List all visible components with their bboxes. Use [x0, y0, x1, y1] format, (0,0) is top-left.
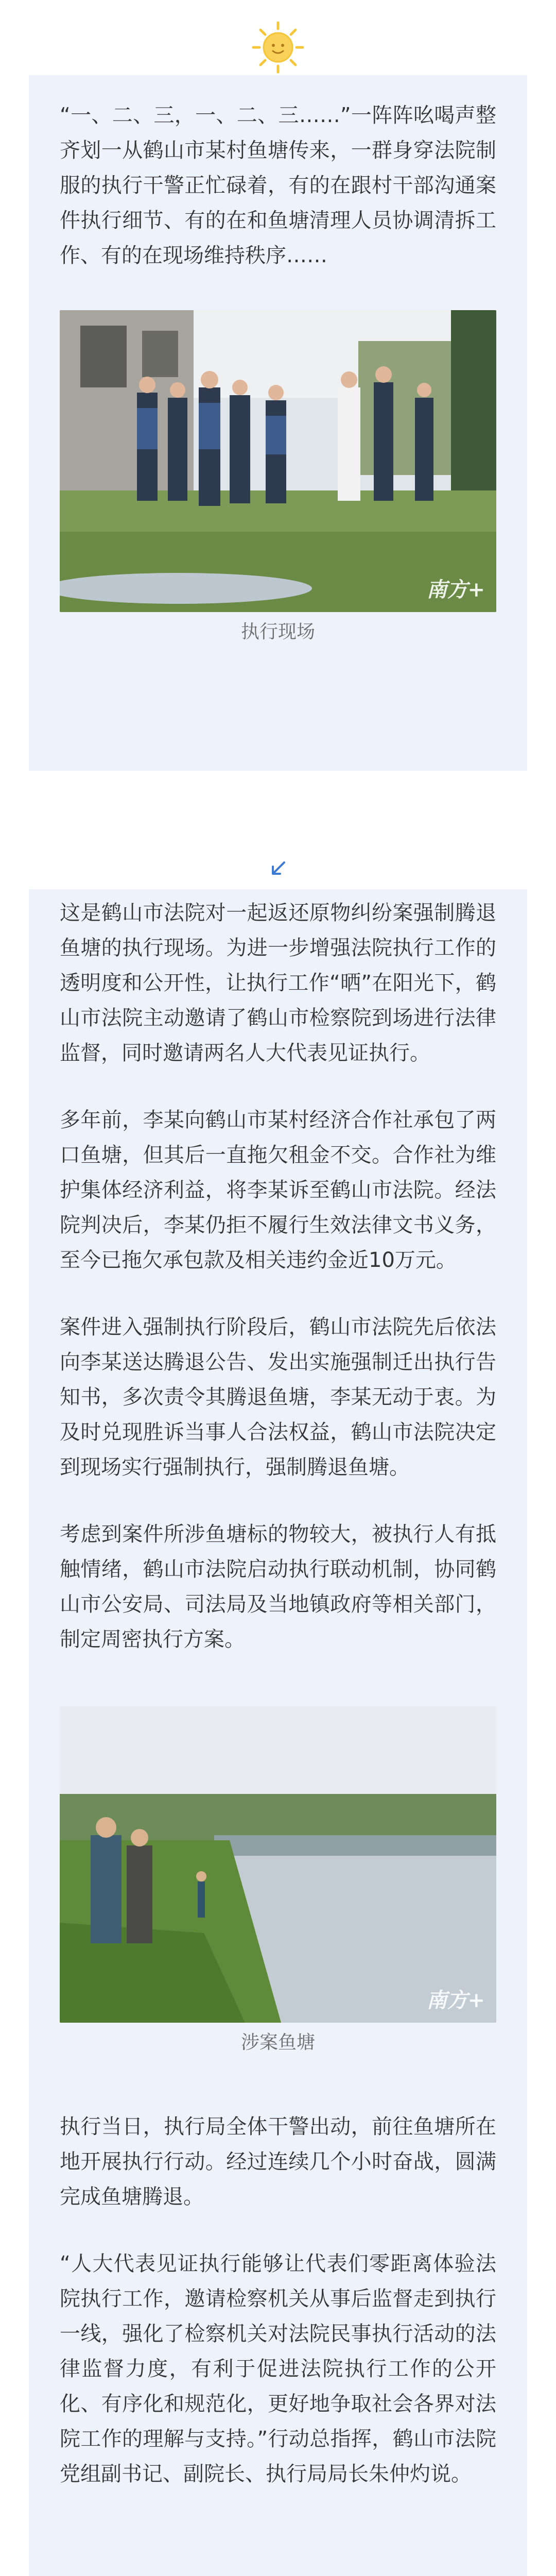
execution-scene-image: [60, 310, 496, 612]
photo-caption: 涉案鱼塘: [240, 2032, 315, 2053]
sun-icon: [251, 21, 305, 74]
body-paragraph: 执行当日，执行局全体干警出动，前往鱼塘所在地开展执行行动。经过连续几个小时奋战，圆满完成鱼塘腾退。: [60, 2115, 496, 2209]
body-paragraph: 这是鹤山市法院对一起返还原物纠纷案强制腾退鱼塘的执行现场。为进一步增强法院执行工作的透明度和公开性，让执行工作“晒”在阳光下，鹤山市法院主动邀请了鹤山市检察院到场进行法律监督，同时邀请两名人大代表见证执行。: [60, 901, 496, 1065]
body-paragraph: “人大代表见证执行能够让代表们零距离体验法院执行工作，邀请检察机关从事后监督走到执行一线，强化了检察机关对法院民事执行活动的法律监督力度，有利于促进法院执行工作的公开化、有序化和规范化，更好地争取社会各界对法院工作的理解与支持。”行动总指挥，鹤山市法院党组副书记、副院长、执行局局长朱仲灼说。: [60, 2252, 496, 2486]
fish-pond-photo: [60, 1706, 496, 2023]
watermark: 南方+: [426, 1988, 485, 2012]
body-paragraph: 多年前，李某向鹤山市某村经济合作社承包了两口鱼塘，但其后一直拖欠租金不交。合作社为维护集体经济利益，将李某诉至鹤山市法院。经法院判决后，李某仍拒不履行生效法律文书义务，至今已拖欠承包款及相关违约金近10万元。: [60, 1108, 496, 1272]
arrow-down-left-icon: [269, 859, 287, 878]
intro-card: [29, 75, 527, 771]
main-card: [29, 889, 527, 2576]
body-paragraph: 考虑到案件所涉鱼塘标的物较大，被执行人有抵触情绪，鹤山市法院启动执行联动机制，协同鹤山市公安局、司法局及当地镇政府等相关部门，制定周密执行方案。: [60, 1522, 496, 1651]
execution-scene-photo: [60, 310, 496, 612]
photo-caption: 执行现场: [240, 621, 315, 642]
intro-paragraph: “一、二、三，一、二、三……”一阵阵吆喝声整齐划一从鹤山市某村鱼塘传来，一群身穿法院制服的执行干警正忙碌着，有的在跟村干部沟通案件执行细节、有的在和鱼塘清理人员协调清拆工作、有的在现场维持秩序……: [60, 104, 496, 267]
watermark: 南方+: [426, 578, 485, 602]
body-paragraph: 案件进入强制执行阶段后，鹤山市法院先后依法向李某送达腾退公告、发出实施强制迁出执行告知书，多次责令其腾退鱼塘，李某无动于衷。为及时兑现胜诉当事人合法权益，鹤山市法院决定到现场实行强制执行，强制腾退鱼塘。: [60, 1315, 496, 1479]
fish-pond-image: [60, 1706, 496, 2023]
